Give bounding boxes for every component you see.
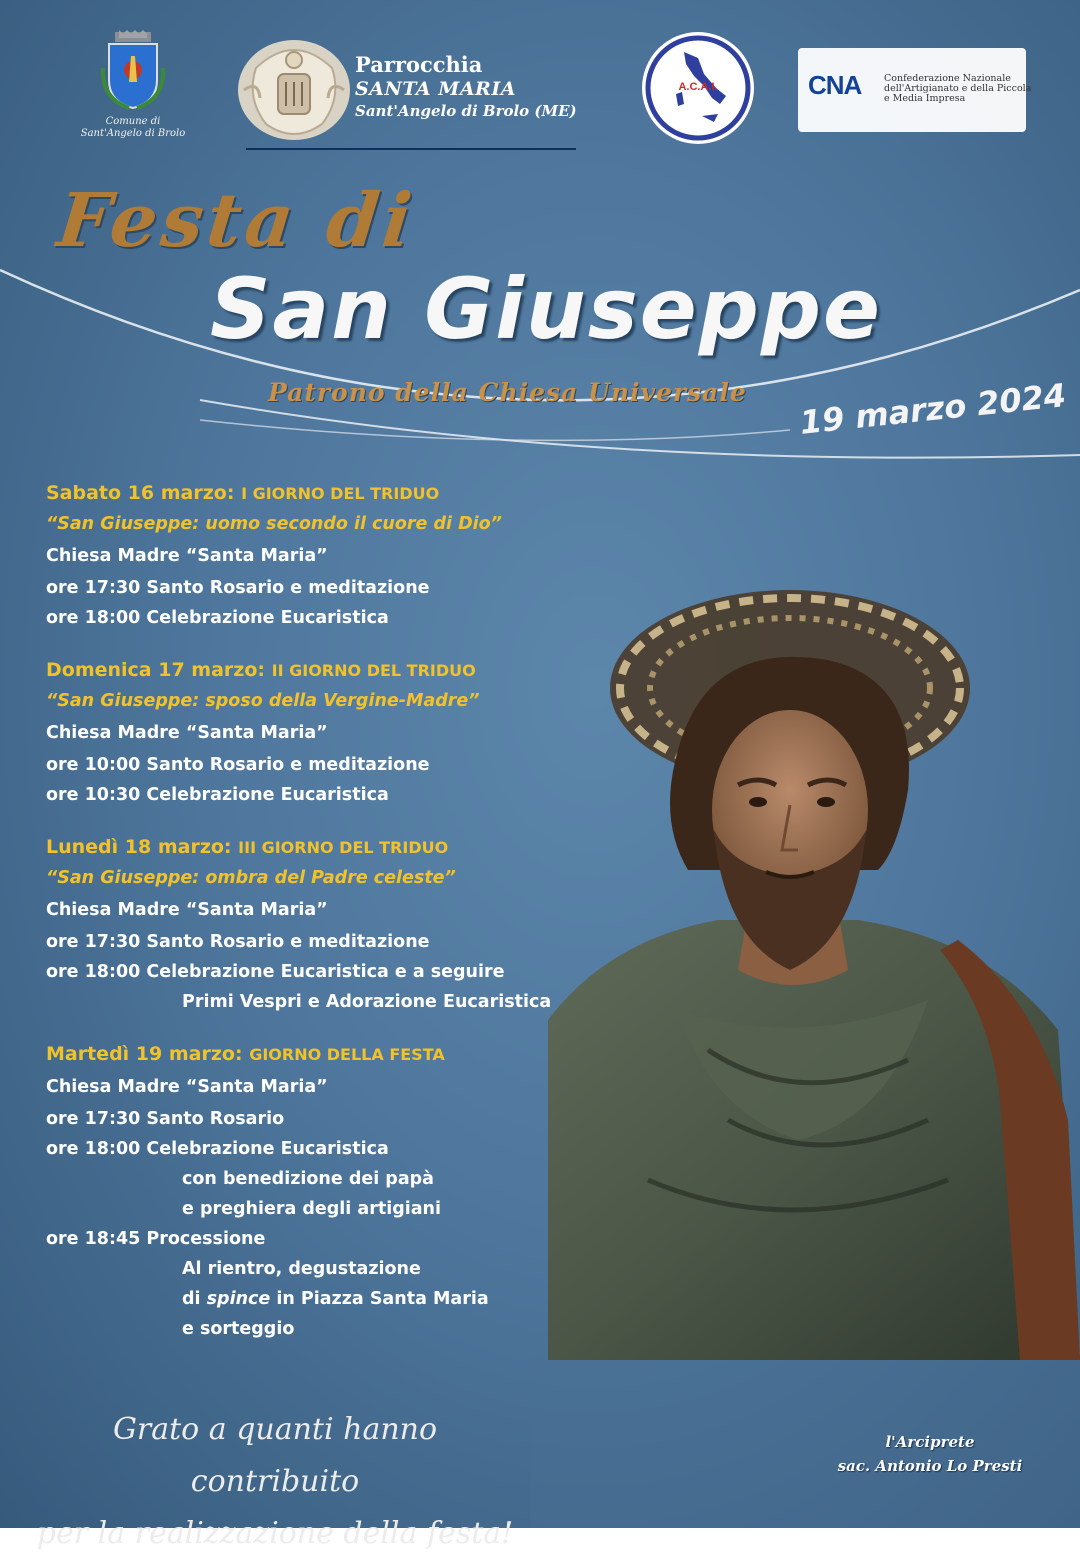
day-heading <box>46 478 566 509</box>
schedule-emphasis: spince <box>206 1289 271 1309</box>
schedule-line: ore 10:30 Celebrazione Eucaristica <box>46 785 389 805</box>
program-day-2 <box>46 655 566 810</box>
day-date: Martedì 19 marzo: <box>46 1043 243 1065</box>
day-label: II GIORNO DEL TRIDUO <box>271 661 476 680</box>
day-theme: “San Giuseppe: ombra del Padre celeste” <box>46 868 456 888</box>
day-church: Chiesa Madre “Santa Maria” <box>46 1077 328 1097</box>
signature <box>820 1430 1040 1478</box>
schedule-text: di <box>182 1289 201 1309</box>
schedule-line: ore 18:45 Processione <box>46 1229 266 1249</box>
cna-line3: e Media Impresa <box>884 93 966 104</box>
thanks-line2: per la realizzazione della festa! <box>36 1516 514 1551</box>
cna-description <box>884 74 1031 104</box>
day-date: Lunedì 18 marzo: <box>46 836 232 858</box>
schedule-line: con benedizione dei papà <box>182 1169 434 1189</box>
cna-line2: dell'Artigianato e della Piccola <box>884 83 1032 94</box>
schedule-line: ore 17:30 Santo Rosario e meditazione <box>46 578 430 598</box>
schedule-line <box>46 1284 566 1314</box>
day-heading <box>46 1039 566 1070</box>
day-theme: “San Giuseppe: sposo della Vergine-Madre” <box>46 691 480 711</box>
day-heading <box>46 655 566 686</box>
program-day-3 <box>46 832 566 1017</box>
schedule-line: ore 18:00 Celebrazione Eucaristica e a seguire <box>46 962 505 982</box>
day-label: GIORNO DELLA FESTA <box>249 1045 445 1064</box>
day-date: Domenica 17 marzo: <box>46 659 266 681</box>
event-date: 19 marzo 2024 <box>798 376 1068 442</box>
program-day-4 <box>46 1039 566 1344</box>
parish-line3: Sant'Angelo di Brolo (ME) <box>355 102 577 120</box>
acai-logo-icon <box>640 30 756 146</box>
parish-name <box>355 52 577 120</box>
signature-name: sac. Antonio Lo Presti <box>837 1457 1023 1475</box>
day-theme: “San Giuseppe: uomo secondo il cuore di Dio” <box>46 514 502 534</box>
acai-text: A.C.A.I. <box>678 81 718 93</box>
day-church: Chiesa Madre “Santa Maria” <box>46 900 328 920</box>
parish-underline <box>246 148 576 150</box>
parish-line2: SANTA MARIA <box>355 78 516 100</box>
schedule-line: ore 10:00 Santo Rosario e meditazione <box>46 755 430 775</box>
comune-crest-icon <box>101 28 165 112</box>
day-heading <box>46 832 566 863</box>
day-church: Chiesa Madre “Santa Maria” <box>46 723 328 743</box>
schedule-line: e sorteggio <box>182 1319 295 1339</box>
saint-joseph-statue-image <box>528 580 1080 1360</box>
program-list <box>46 478 566 1366</box>
cna-line1: Confederazione Nazionale <box>884 73 1011 84</box>
title-san-giuseppe: San Giuseppe <box>210 260 882 358</box>
subtitle-patrono: Patrono della Chiesa Universale <box>268 378 747 407</box>
comune-caption-line1: Comune di <box>105 116 161 127</box>
schedule-line: ore 17:30 Santo Rosario <box>46 1109 285 1129</box>
thanks-line1: Grato a quanti hanno contribuito <box>112 1412 438 1499</box>
signature-title: l'Arciprete <box>885 1433 975 1451</box>
schedule-line: e preghiera degli artigiani <box>182 1199 441 1219</box>
day-label: III GIORNO DEL TRIDUO <box>238 838 449 857</box>
day-church: Chiesa Madre “Santa Maria” <box>46 546 328 566</box>
thanks-message <box>30 1404 520 1560</box>
schedule-line: Primi Vespri e Adorazione Eucaristica <box>182 992 552 1012</box>
day-date: Sabato 16 marzo: <box>46 482 235 504</box>
schedule-line: ore 17:30 Santo Rosario e meditazione <box>46 932 430 952</box>
schedule-line: Al rientro, degustazione <box>182 1259 421 1279</box>
cna-mark: CNA <box>808 70 862 100</box>
parish-emblem-icon <box>236 38 352 142</box>
comune-caption-line2: Sant'Angelo di Brolo <box>80 128 186 139</box>
comune-logo <box>78 28 188 140</box>
schedule-line: ore 18:00 Celebrazione Eucaristica <box>46 608 389 628</box>
schedule-line: ore 18:00 Celebrazione Eucaristica <box>46 1139 389 1159</box>
parish-line1: Parrocchia <box>355 52 483 77</box>
schedule-text: in Piazza Santa Maria <box>276 1289 489 1309</box>
program-day-1 <box>46 478 566 633</box>
day-label: I GIORNO DEL TRIDUO <box>241 484 440 503</box>
title-festa-di: Festa di <box>53 178 420 264</box>
